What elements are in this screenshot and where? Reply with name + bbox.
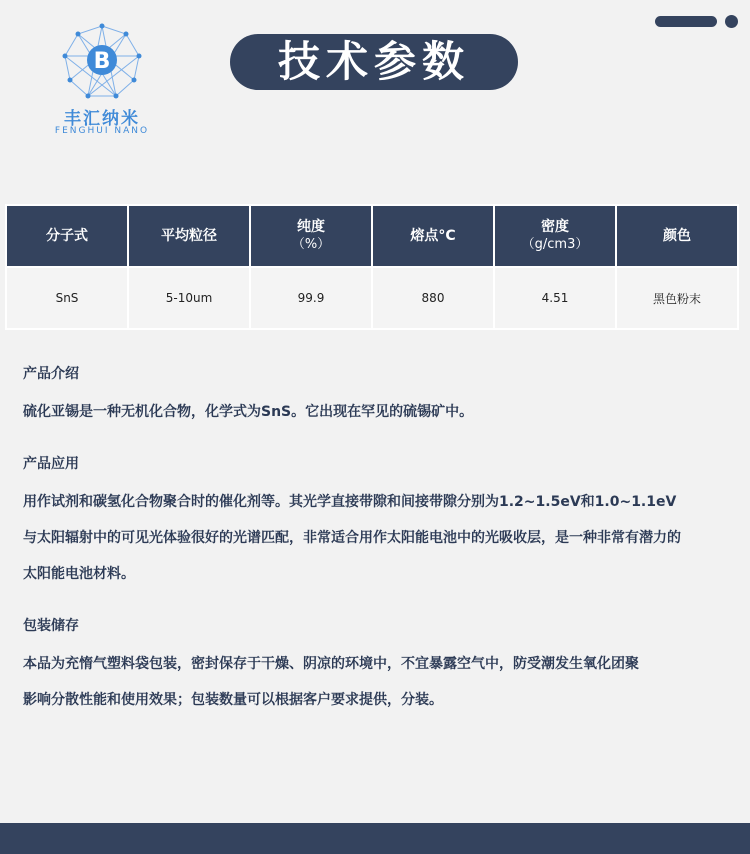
logo-name-cn: 丰汇纳米 [64,109,140,129]
section-application [23,452,738,592]
table-header-row [6,205,738,267]
paragraph-line: 硫化亚锡是一种无机化合物，化学式为SnS。它出现在罕见的硫锡矿中。 [23,404,474,420]
logo-network-icon [60,22,144,102]
table-row [6,267,738,329]
header-color: 颜色 [616,205,738,267]
decorative-bar [655,16,717,27]
section-title: 产品介绍 [23,366,79,382]
section-intro [23,362,738,430]
cell-color: 黑色粉末 [616,267,738,329]
paragraph-line: 影响分散性能和使用效果；包装数量可以根据客户要求提供，分装。 [23,692,443,708]
logo-name-en: FENGHUI NANO [54,126,150,136]
header-particle-size: 平均粒径 [128,205,250,267]
paragraph-line: 太阳能电池材料。 [23,566,135,582]
header-formula: 分子式 [6,205,128,267]
content [23,362,738,718]
section-packaging [23,614,738,718]
logo-mark: B [93,49,111,74]
header-density: 密度 （g/cm3） [494,205,616,267]
cell-particle-size: 5-10um [128,267,250,329]
decorative-dot [725,15,738,28]
cell-melting-point: 880 [372,267,494,329]
section-title: 产品应用 [23,456,79,472]
spec-table [5,204,739,330]
header-melting-point: 熔点°C [372,205,494,267]
section-title: 包装储存 [23,618,79,634]
cell-formula: SnS [6,267,128,329]
paragraph-line: 本品为充惰气塑料袋包装，密封保存于干燥、阴凉的环境中，不宜暴露空气中，防受潮发生氧化团聚 [23,656,639,672]
paragraph-line: 与太阳辐射中的可见光体验很好的光谱匹配，非常适合用作太阳能电池中的光吸收层，是一种非常有潜力的 [23,530,681,546]
footer-bar [0,823,750,854]
cell-purity: 99.9 [250,267,372,329]
header-purity: 纯度 （%） [250,205,372,267]
page-title: 技术参数 [230,34,518,90]
logo [46,22,158,138]
paragraph-line: 用作试剂和碳氢化合物聚合时的催化剂等。其光学直接带隙和间接带隙分别为1.2~1.5eV和1.0~1.1eV [23,494,677,510]
cell-density: 4.51 [494,267,616,329]
